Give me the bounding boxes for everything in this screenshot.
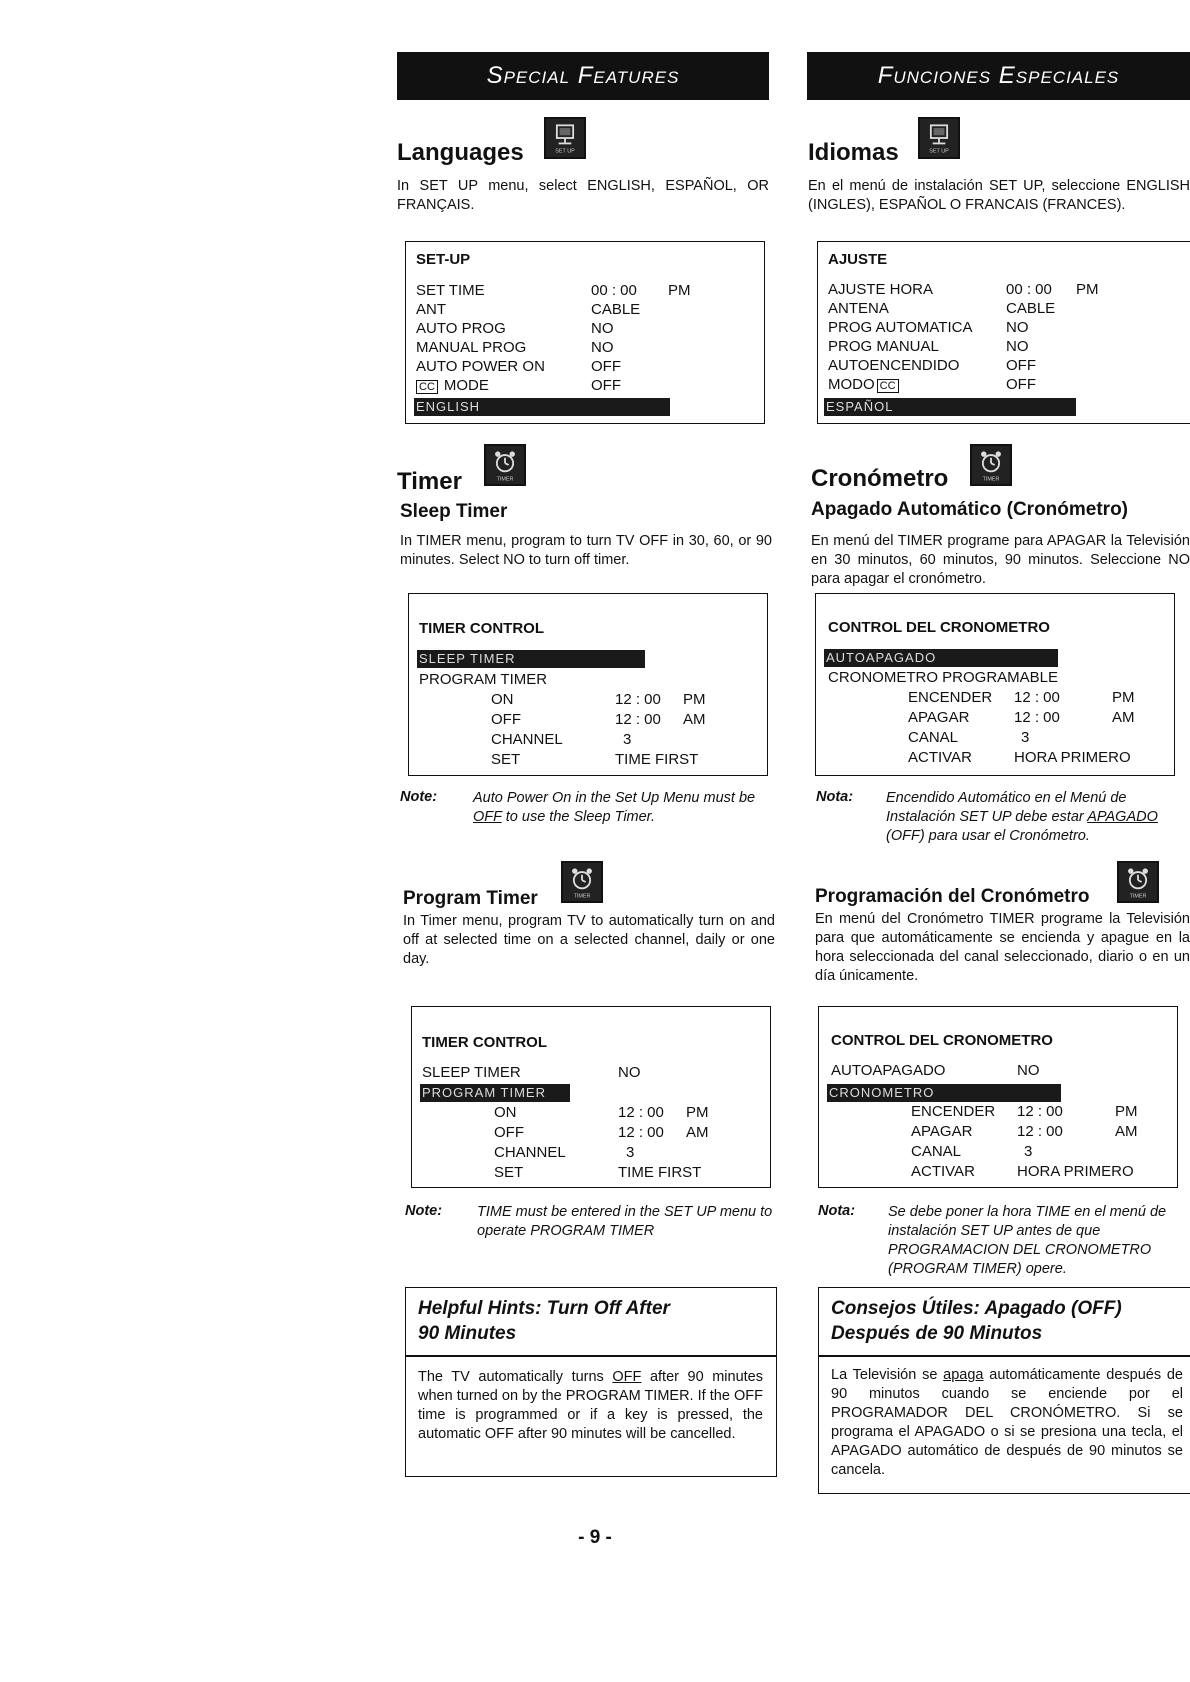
menu-row: CANAL	[911, 1143, 962, 1160]
menu-row: ON	[491, 691, 514, 708]
menu-row: ACTIVAR	[908, 749, 972, 766]
menu-highlight-bar: AUTOAPAGADO	[824, 649, 1058, 667]
menu-row: AJUSTE HORA	[828, 281, 934, 298]
menu-value: NO	[1006, 338, 1029, 355]
menu-highlight-bar: ESPAÑOL	[824, 398, 1076, 416]
menu-value: CABLE	[591, 301, 641, 318]
menu-title: TIMER CONTROL	[422, 1034, 547, 1051]
menu-value: TIME FIRST	[615, 751, 699, 768]
menu-value: 12 : 00	[615, 691, 661, 708]
menu-row: CANAL	[908, 729, 959, 746]
menu-value: NO	[591, 320, 614, 337]
menu-title: AJUSTE	[828, 251, 888, 268]
alarm-clock-icon	[484, 444, 526, 486]
programacion-cronometro-title: Programación del Cronómetro	[815, 886, 1090, 907]
menu-highlight-bar: ENGLISH	[414, 398, 670, 416]
menu-title: CONTROL DEL CRONOMETRO	[831, 1032, 1053, 1049]
menu-highlight-bar: SLEEP TIMER	[417, 650, 645, 668]
ajuste-menu	[817, 241, 1190, 424]
menu-value: 12 : 00	[618, 1124, 664, 1141]
hint-divider	[406, 1355, 776, 1357]
menu-row: MANUAL PROG	[416, 339, 527, 356]
svg-text:TIMER: TIMER	[573, 893, 591, 900]
menu-value: 12 : 00	[1017, 1103, 1063, 1120]
banner-text: Funciones Especiales	[877, 62, 1120, 89]
idiomas-text: En el menú de instalación SET UP, seleccione ENGLISH (INGLES), ESPAÑOL O FRANCAIS (FRANCES).	[808, 178, 1190, 213]
menu-value: NO	[1006, 319, 1029, 336]
hint-title: Helpful Hints: Turn Off After 90 Minutes	[418, 1298, 670, 1344]
nota-label: Nota:	[816, 789, 854, 805]
hint-body: La Televisión se apaga automáticamente después de 90 minutos cuando se enciende por el PROGRAMADOR DEL CRONÓMETRO. Si se programa el APAGADO o si se presiona una tecla, el APAGADO automático de después de 90 minutos se cancela.	[831, 1367, 1183, 1478]
menu-highlight-bar: PROGRAM TIMER	[420, 1084, 570, 1102]
alarm-clock-icon	[1117, 861, 1159, 903]
menu-row: CRONOMETRO PROGRAMABLE	[828, 669, 1059, 686]
menu-value-extra: AM	[1112, 709, 1135, 726]
program-timer-title: Program Timer	[403, 888, 538, 909]
menu-value: 3	[626, 1144, 635, 1161]
menu-row: SET	[491, 751, 521, 768]
nota-text: Encendido Automático en el Menú de Instalación SET UP debe estar APAGADO (OFF) para usar el Cronómetro.	[886, 790, 1158, 844]
nota-label: Nota:	[818, 1203, 856, 1219]
menu-row: CC MODE	[416, 377, 489, 394]
svg-text:SET UP: SET UP	[929, 148, 949, 155]
menu-row: SET TIME	[416, 282, 485, 299]
menu-value: OFF	[1006, 357, 1036, 374]
control-cronometro-menu	[815, 593, 1175, 776]
menu-value-extra: AM	[683, 711, 706, 728]
menu-value: 12 : 00	[618, 1104, 664, 1121]
menu-value: 12 : 00	[615, 711, 661, 728]
control-cronometro-menu	[818, 1006, 1178, 1188]
timer-control-menu	[408, 593, 768, 776]
menu-row: APAGAR	[908, 709, 970, 726]
menu-value: NO	[591, 339, 614, 356]
special-features-banner	[397, 52, 769, 100]
menu-value: OFF	[591, 358, 621, 375]
funciones-especiales-banner	[807, 52, 1190, 100]
menu-row: AUTOENCENDIDO	[828, 357, 960, 374]
menu-value-extra: AM	[1115, 1123, 1138, 1140]
menu-row: ON	[494, 1104, 517, 1121]
menu-title: CONTROL DEL CRONOMETRO	[828, 619, 1050, 636]
menu-value: HORA PRIMERO	[1014, 749, 1131, 766]
timer-control-menu	[411, 1006, 771, 1188]
sleep-timer-title: Sleep Timer	[400, 501, 508, 522]
menu-value: CABLE	[1006, 300, 1056, 317]
timer-title: Timer	[397, 468, 462, 495]
menu-value: 12 : 00	[1014, 709, 1060, 726]
menu-row: SLEEP TIMER	[422, 1064, 521, 1081]
cc-icon: CC	[877, 379, 899, 393]
menu-value-extra: PM	[1112, 689, 1135, 706]
menu-value: 12 : 00	[1017, 1123, 1063, 1140]
programacion-cronometro-text: En menú del Cronómetro TIMER programe la Televisión para que automáticamente se encienda y apague en la hora seleccionada del canal seleccionado, diario o en un día únicamente.	[815, 911, 1190, 984]
menu-title: SET-UP	[416, 251, 471, 268]
menu-value-extra: PM	[1076, 281, 1099, 298]
banner-text: Special Features	[486, 62, 680, 89]
menu-row: SET	[494, 1164, 524, 1181]
sleep-timer-text: In TIMER menu, program to turn TV OFF in 30, 60, or 90 minutes. Select NO to turn off timer.	[400, 533, 772, 568]
menu-value: 3	[623, 731, 632, 748]
menu-row: APAGAR	[911, 1123, 973, 1140]
idiomas-title: Idiomas	[808, 139, 899, 166]
page-number: - 9 -	[578, 1527, 612, 1548]
svg-text:TIMER: TIMER	[1129, 893, 1147, 900]
menu-row: ENCENDER	[908, 689, 993, 706]
apagado-automatico-text: En menú del TIMER programe para APAGAR la Televisión en 30 minutos, 60 minutos, 90 minutos. Seleccione NO para apagar el cronómetro.	[811, 533, 1190, 587]
nota-text: Se debe poner la hora TIME en el menú de instalación SET UP antes de que PROGRAMACION DEL CRONOMETRO (PROGRAM TIMER) opere.	[888, 1204, 1167, 1277]
menu-row: ACTIVAR	[911, 1163, 975, 1180]
cronometro-title: Cronómetro	[811, 465, 949, 492]
menu-value-extra: PM	[686, 1104, 709, 1121]
hint-divider	[819, 1355, 1190, 1357]
menu-row: PROG MANUAL	[828, 338, 939, 355]
menu-row: MODO CC	[828, 376, 899, 393]
menu-row: ENCENDER	[911, 1103, 996, 1120]
apagado-automatico-title: Apagado Automático (Cronómetro)	[811, 499, 1129, 520]
menu-value: TIME FIRST	[618, 1164, 702, 1181]
menu-value: OFF	[1006, 376, 1036, 393]
menu-value: NO	[1017, 1062, 1040, 1079]
hint-body: The TV automatically turns OFF after 90 minutes when turned on by the PROGRAM TIMER. If the OFF time is programmed or if a key is pressed, the automatic OFF after 90 minutes will be cancelled.	[418, 1369, 763, 1442]
menu-value-extra: PM	[1115, 1103, 1138, 1120]
note-text: TIME must be entered in the SET UP menu to operate PROGRAM TIMER	[477, 1204, 773, 1239]
menu-value: 3	[1021, 729, 1030, 746]
languages-text: In SET UP menu, select ENGLISH, ESPAÑOL, OR FRANÇAIS.	[397, 178, 769, 213]
setup-menu	[405, 241, 765, 424]
cc-icon: CC	[416, 380, 438, 394]
menu-value: OFF	[591, 377, 621, 394]
note-label: Note:	[400, 789, 438, 805]
menu-value-extra: AM	[686, 1124, 709, 1141]
menu-title: TIMER CONTROL	[419, 620, 544, 637]
svg-text:TIMER: TIMER	[982, 476, 1000, 483]
menu-row: PROGRAM TIMER	[419, 671, 548, 688]
alarm-clock-icon	[561, 861, 603, 903]
menu-value: HORA PRIMERO	[1017, 1163, 1134, 1180]
menu-row: AUTO POWER ON	[416, 358, 545, 375]
menu-row: CHANNEL	[491, 731, 563, 748]
menu-row: ANTENA	[828, 300, 889, 317]
menu-value: 12 : 00	[1014, 689, 1060, 706]
menu-row: OFF	[491, 711, 521, 728]
hint-title: Consejos Útiles: Apagado (OFF) Después de 90 Minutos	[831, 1298, 1122, 1344]
svg-text:TIMER: TIMER	[496, 476, 514, 483]
helpful-hints-box	[405, 1287, 777, 1477]
consejos-utiles-box	[818, 1287, 1190, 1494]
menu-value: 00 : 00	[591, 282, 637, 299]
menu-row: OFF	[494, 1124, 524, 1141]
languages-title: Languages	[397, 139, 524, 166]
note-label: Note:	[405, 1203, 443, 1219]
setup-icon	[918, 117, 960, 159]
menu-value-extra: PM	[683, 691, 706, 708]
note-text: Auto Power On in the Set Up Menu must be OFF to use the Sleep Timer.	[473, 790, 756, 825]
menu-value: 3	[1024, 1143, 1033, 1160]
setup-icon	[544, 117, 586, 159]
menu-value: NO	[618, 1064, 641, 1081]
menu-value: 00 : 00	[1006, 281, 1052, 298]
alarm-clock-icon	[970, 444, 1012, 486]
menu-row: CHANNEL	[494, 1144, 566, 1161]
menu-row: AUTOAPAGADO	[831, 1062, 946, 1079]
menu-row: PROG AUTOMATICA	[828, 319, 973, 336]
menu-highlight-bar: CRONOMETRO	[827, 1084, 1061, 1102]
menu-row: ANT	[416, 301, 446, 318]
svg-text:SET UP: SET UP	[555, 148, 575, 155]
menu-row: AUTO PROG	[416, 320, 506, 337]
menu-value-extra: PM	[668, 282, 691, 299]
program-timer-text: In Timer menu, program TV to automatically turn on and off at selected time on a selected channel, daily or one day.	[403, 913, 775, 967]
